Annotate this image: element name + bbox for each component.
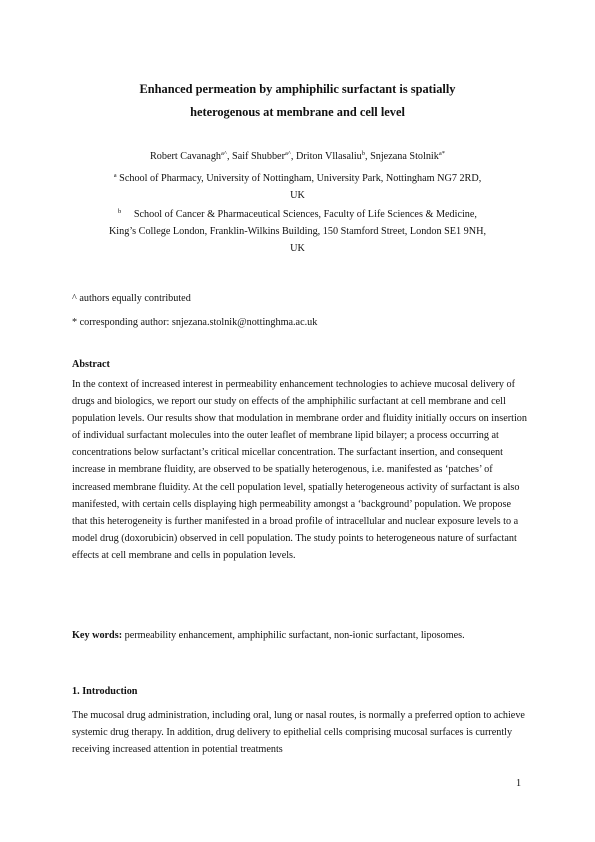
keywords xyxy=(72,627,527,644)
author-marker: a^ xyxy=(221,150,227,157)
introduction-text: The mucosal drug administration, including oral, lung or nasal routes, is normally a preferred option to achieve systemic drug therapy. In addition, drug delivery to epithelial cells comprising mucosal surfaces is currently receiving increased attention in potential treatments xyxy=(72,710,525,756)
affiliation-marker: a xyxy=(113,172,117,179)
keywords-text: permeability enhancement, amphiphilic surfactant, non-ionic surfactant, liposomes. xyxy=(124,630,465,641)
author-marker: b xyxy=(361,150,365,157)
affiliation-a-line: UK xyxy=(290,190,305,201)
author-name: Driton Vllasaliu xyxy=(296,151,362,162)
corresponding-author-note: * corresponding author: snjezana.stolnik@nottinghma.ac.uk xyxy=(72,317,318,328)
author-name: Snjezana Stolnik xyxy=(370,151,439,162)
affiliation-a xyxy=(60,170,535,204)
equal-contribution-note: ^ authors equally contributed xyxy=(72,293,191,304)
page-number: 1 xyxy=(516,778,522,789)
introduction-heading: 1. Introduction xyxy=(72,686,138,697)
author-marker: a* xyxy=(438,150,445,157)
abstract-text: In the context of increased interest in permeability enhancement technologies to achieve mucosal delivery of drugs and biologics, we report our study on effects of the amphiphilic surfactant at cell membrane and cell population levels. Our results show that modulation in membrane order and fluidity initially occurs on insertion of individual surfactant molecules into the outer leaflet of membrane lipid bilayer; a process occurring at concentrations below surfactant’s critical micellar concentration. The surfactant insertion, and consequent increase in membrane fluidity, are observed to be spatially heterogenous, i.e. manifested as ‘patches’ of increased membrane fluidity. At the cell population level, spatially heterogeneous activity of surfactant is also manifested, with certain cells displaying high permeability amongst a ‘background’ population. We propose that this heterogeneity is further manifested in a broad profile of intracellular and nuclear exposure levels to a model drug (doxorubicin) observed in cell population. The study points to heterogeneous nature of surfactant effects at cell membrane and cells in population levels. xyxy=(72,379,527,561)
author-list: Robert Cavanagh$^{a\^{}}$, Saif Shubber$^{a\^{}}$, Driton Vllasaliu$^b$, Snjezana Stolnik$^{a*}$ xyxy=(150,150,445,162)
paper-title-line-2: heterogenous at membrane and cell level xyxy=(190,105,405,119)
author-marker: a^ xyxy=(284,150,291,157)
author-name: Robert Cavanagh xyxy=(150,151,222,162)
abstract-heading: Abstract xyxy=(72,359,110,370)
affiliation-b-line: $^b$ School of Cancer & Pharmaceutical Sciences, Faculty of Life Sciences & Medicine, xyxy=(118,208,477,220)
paper-title-line-1: Enhanced permeation by amphiphilic surfactant is spatially xyxy=(139,82,456,96)
affiliation-marker: b xyxy=(118,208,122,215)
keywords-label: Key words: xyxy=(72,630,123,641)
affiliation-a-line: $^a$ School of Pharmacy, University of Nottingham, University Park, Nottingham NG7 2RD, xyxy=(113,172,482,184)
affiliation-b xyxy=(60,206,535,257)
affiliation-b-line: King’s College London, Franklin-Wilkins Building, 150 Stamford Street, London SE1 9NH, xyxy=(108,226,487,237)
author-name: Saif Shubber xyxy=(232,151,285,162)
affiliation-b-line: UK xyxy=(290,243,305,254)
